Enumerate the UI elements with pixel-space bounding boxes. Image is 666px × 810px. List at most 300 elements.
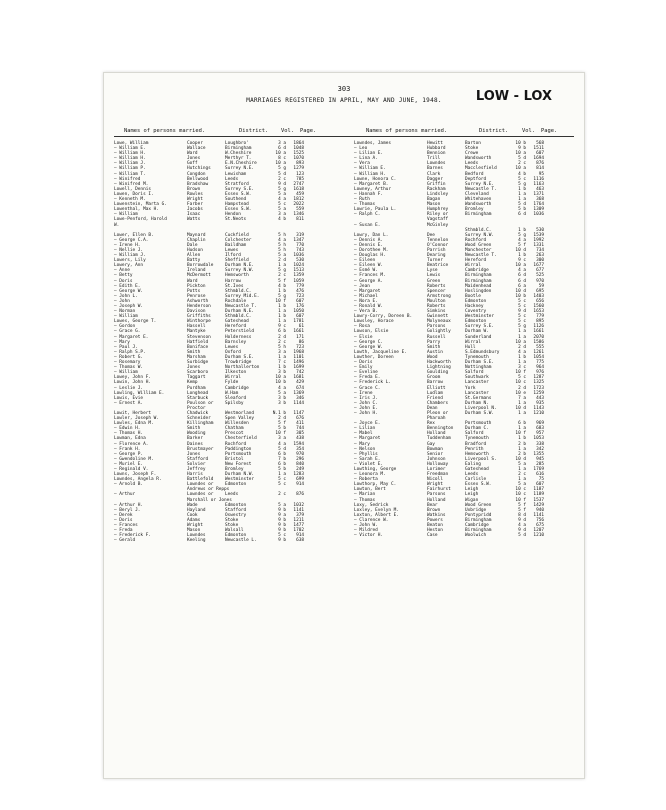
entry-spouse-surname: Dearing (427, 253, 446, 259)
entry-name: — Lina A. (354, 156, 378, 162)
entry-page: 2022 (293, 202, 304, 208)
entry-district: Newcastle T. (225, 304, 257, 309)
entry-name: Lowen, Doris I. (114, 191, 154, 197)
left-col-page-header: Page. (300, 128, 317, 134)
entry-district: W.Ham (225, 390, 239, 396)
entry-spouse-surname: Jones (187, 365, 201, 371)
entry-spouse-surname: Holloway (427, 461, 449, 467)
entry-district: Newcastle T. (465, 186, 497, 192)
entry-name: — Michael (354, 293, 378, 299)
entry-name: — Kenneth M. (114, 197, 146, 203)
entry-spouse-surname: Ashworth (187, 298, 209, 304)
entry-volume: 6 d (278, 146, 286, 152)
entry-volume: 1 a (518, 329, 526, 335)
entry-spouse-surname: Dean (427, 405, 438, 411)
entry-spouse-surname: Senior (427, 451, 443, 457)
entry-page: 699 (296, 477, 304, 483)
entry-volume: 5 f (278, 421, 286, 427)
entry-volume: 10 a (275, 375, 286, 381)
entry-district: Newcastle L. (225, 538, 257, 544)
entry-spouse-surname: Harris (187, 472, 203, 478)
entry-volume: 5 d (518, 156, 526, 162)
entry-page: 1347 (293, 237, 304, 243)
entry-name: — Freda E. (354, 375, 381, 381)
entry-spouse-surname: McGinley (427, 222, 449, 228)
entry-district: Bromley (465, 207, 484, 213)
entry-page: 770 (296, 242, 304, 248)
entry-spouse-surname: Parrish (427, 247, 446, 253)
entry-volume: 1 b (278, 365, 286, 371)
entry-spouse-surname: Lowndes or (187, 492, 214, 498)
entry-volume: 1 a (518, 426, 526, 432)
entry-volume: 2 c (278, 492, 286, 498)
entry-district: Southend (225, 197, 247, 203)
entry-page: 814 (536, 166, 544, 172)
entry-volume: 2 c (518, 472, 526, 478)
entry-district: Lewes (225, 247, 239, 253)
entry-district: Bedford (465, 171, 484, 177)
entry-name: — William (114, 314, 138, 320)
entry-volume: 9 d (518, 517, 526, 523)
entry-spouse-surname: Armstrong (427, 293, 451, 299)
entry-volume: 5 a (278, 253, 286, 259)
entry-name: — Victor H. (354, 533, 384, 539)
entry-spouse-surname: Griffiths (187, 314, 211, 320)
entry-district: Durham S.E. (225, 354, 255, 360)
entry-spouse-surname: Heston (427, 528, 443, 534)
entry-volume: 10 c (515, 380, 526, 386)
entry-page: 969 (536, 421, 544, 427)
entry-spouse-surname: Scarboro (187, 370, 209, 376)
entry-district: Essex S.W. (465, 482, 492, 488)
entry-name: — Thomas (354, 497, 376, 503)
entry-name: Lowery, Ann (114, 263, 144, 269)
entry-district: Wirral (225, 375, 241, 381)
entry-name: — John E. (354, 405, 378, 411)
entry-page: 1477 (293, 523, 304, 529)
entry-page: 1618 (293, 186, 304, 192)
entry-volume: 1 a (278, 354, 286, 360)
entry-name: — Joyce E. (354, 421, 381, 427)
entry-volume: 5 a (518, 482, 526, 488)
entry-spouse-surname: Smith (187, 426, 201, 432)
entry-volume: 5 d (278, 446, 286, 452)
entry-spouse-surname: Dee (427, 232, 435, 238)
entry-page: 305 (296, 431, 304, 437)
entry-volume: 9 b (278, 517, 286, 523)
entry-name: — Robert G. (114, 354, 144, 360)
entry-page: 945 (536, 456, 544, 462)
entry-page: 616 (536, 472, 544, 478)
entry-district: Essex S.W. (225, 191, 252, 197)
entry-page: 779 (536, 314, 544, 320)
entry-volume: 10 d (515, 405, 526, 411)
entry-district: Maidenhead (465, 283, 492, 289)
entry-district: Surrey Mid.E. (225, 293, 260, 299)
entry-spouse-surname: Potts (187, 288, 201, 294)
entry-spouse-surname: Tennelon (427, 237, 449, 243)
entry-name: — Ralph S.P. (114, 349, 146, 355)
entry-district: Stoke (225, 517, 239, 523)
entry-page: 1210 (533, 410, 544, 416)
entry-name: — Esmé W. (354, 268, 378, 274)
entry-volume: 2 c (518, 161, 526, 167)
entry-spouse-surname: Fairhurst (427, 487, 451, 493)
entry-page: 1539 (533, 232, 544, 238)
entry-name: — Dennis A. (354, 237, 384, 243)
entry-page: 1537 (533, 497, 544, 503)
entry-district: Westmorland (225, 410, 255, 416)
entry-volume: 9 c (518, 258, 526, 264)
entry-district: Barton (465, 141, 481, 146)
entry-page: 914 (296, 482, 304, 488)
entry-name: Lowell, Dennis (114, 186, 152, 192)
entry-district: Spen Valley (225, 416, 255, 422)
entry-volume: 10 a (515, 339, 526, 345)
entry-name: — Irene (354, 390, 373, 396)
entry-spouse-surname: Proctor (187, 405, 206, 411)
entry-volume: 8 c (278, 156, 286, 162)
entry-spouse-surname: Barker (187, 436, 203, 442)
entry-spouse-surname: Adams (187, 517, 201, 523)
entry-name: — Sarah E. (354, 456, 381, 462)
entry-district: Hemsworth (225, 273, 249, 279)
entry-name: — Leslie J. (114, 385, 144, 391)
entry-district: Rochford (225, 441, 247, 447)
entry-district: Deptford (465, 176, 487, 182)
entry-spouse-surname: Borrowdale (187, 263, 214, 269)
entry-district: Peterstield (225, 329, 255, 335)
entry-page: 346 (296, 395, 304, 401)
entry-page: 1101 (293, 354, 304, 360)
entry-volume: 5 c (518, 176, 526, 182)
entry-volume: 6 b (278, 461, 286, 467)
entry-page: 530 (536, 227, 544, 233)
entry-page: 555 (536, 344, 544, 350)
register-sheet (103, 72, 585, 779)
entry-volume: 4 a (278, 385, 286, 391)
entry-district: Surrey N.W. (225, 268, 255, 274)
entry-name: — William (114, 212, 138, 218)
entry-volume: 9 d (278, 181, 286, 187)
entry-volume: 5 c (278, 533, 286, 539)
entry-page: 1694 (533, 156, 544, 162)
entry-spouse-surname: Ward (187, 278, 198, 284)
entry-name: — Joseph W. (114, 304, 144, 309)
entry-name: — John L. (114, 293, 138, 299)
entry-name: — Derek (114, 512, 133, 518)
entry-volume: N.1 b (272, 410, 286, 416)
entry-name: — Mary (114, 339, 130, 345)
entry-spouse-surname: Roberts (427, 304, 446, 309)
entry-name: — Norman (114, 309, 136, 315)
entry-spouse-surname: Riley or (427, 212, 449, 218)
entry-spouse-surname: Gay (427, 441, 435, 447)
entry-district: Wandsworth (465, 202, 492, 208)
entry-page: 559 (296, 207, 304, 213)
entry-name: — Leo (354, 146, 368, 152)
entry-district: Wandsworth (465, 156, 492, 162)
entry-page: 1992 (533, 237, 544, 243)
entry-spouse-surname: Mason (187, 528, 201, 534)
entry-district: Durham N. (465, 400, 489, 406)
entry-district: Penrith (465, 446, 484, 452)
entry-name: Lowenstein, Marta G. (114, 202, 167, 208)
entry-page: 1187 (533, 487, 544, 493)
entry-spouse-surname: Penrose (187, 293, 206, 299)
entry-spouse-surname: Molyneaux (427, 319, 451, 325)
entry-volume: 10 a (515, 263, 526, 269)
entry-spouse-surname: Stevenson (187, 334, 211, 340)
entry-page: 1513 (293, 268, 304, 274)
entry-name: Lowth, Jacqueline E. (354, 349, 407, 355)
entry-name: Lowne, Honora C. (354, 176, 397, 182)
entry-spouse-surname: Pleon or (427, 410, 449, 416)
entry-volume: 4 a (518, 237, 526, 243)
entry-name: — Leonora M. (354, 472, 386, 478)
entry-volume: 5 c (518, 314, 526, 320)
entry-spouse-surname: Barnes (427, 166, 443, 172)
entry-district: Tynemouth (465, 436, 489, 442)
entry-page: 876 (296, 492, 304, 498)
entry-volume: 10 d (515, 456, 526, 462)
entry-volume: 10 b (515, 293, 526, 299)
entry-district: Edmonton (225, 533, 247, 539)
entry-volume: 5 a (278, 502, 286, 508)
entry-page: 1699 (293, 365, 304, 371)
entry-spouse-surname: Turner (427, 258, 443, 264)
entry-volume: 9 b (278, 523, 286, 529)
entry-spouse-surname: Rex (427, 421, 435, 427)
entry-district: Gateshead (465, 467, 489, 472)
entry-spouse-surname: Purdham (187, 385, 206, 391)
entry-name: — Nora E. (354, 298, 378, 304)
entry-spouse-surname: Surbidge (187, 360, 209, 366)
entry-name: — Mary (354, 441, 370, 447)
entry-volume: 5 d (518, 202, 526, 208)
entry-page: 1781 (293, 319, 304, 325)
entry-district: Oswestry (225, 512, 247, 518)
entry-volume: 5 g (518, 324, 526, 330)
entry-district: Crewe (465, 151, 479, 157)
entry-spouse-surname: Pharoah (427, 416, 446, 422)
entry-name: — William (114, 370, 138, 376)
entry-district: Leigh (465, 487, 479, 493)
entry-page: 1207 (533, 528, 544, 534)
entry-district: Manchester (465, 247, 492, 253)
entry-page: 811 (296, 217, 304, 223)
entry-page: 171 (296, 334, 304, 340)
entry-district: Bristol (225, 456, 244, 462)
entry-spouse-surname: Bagan (427, 197, 441, 203)
entry-district: Cuckfield (225, 232, 249, 238)
entry-district: Leigh (465, 492, 479, 498)
entry-volume: 5 c (518, 319, 526, 325)
entry-page: 1968 (293, 349, 304, 355)
entry-page: 476 (296, 288, 304, 294)
entry-page: 59 (538, 283, 544, 289)
entry-district: Durham S.E. (465, 360, 495, 366)
entry-district: Holderness (225, 334, 252, 340)
entry-volume: 10 b (515, 141, 526, 146)
entry-spouse-surname: Bennion (427, 151, 446, 157)
entry-volume: 1 b (518, 253, 526, 259)
entry-spouse-surname: Jones (187, 451, 201, 457)
entry-page: 530 (296, 258, 304, 264)
entry-page: 1355 (533, 451, 544, 457)
entry-page: 1141 (533, 512, 544, 518)
right-col-names-header: Names of persons married. (366, 128, 448, 134)
entry-district: Hampstead (225, 202, 249, 208)
right-col-district-header: District. (479, 128, 509, 134)
entry-district: Sheffield (225, 258, 249, 264)
entry-volume: 1 b (278, 314, 286, 320)
entry-page: 438 (296, 436, 304, 442)
entry-name: — Ralph C. (354, 212, 381, 218)
entry-spouse-surname: Bennington (427, 426, 454, 432)
entry-spouse-surname: Pickton (187, 283, 206, 289)
entry-name: Lowes, George T. (114, 319, 157, 325)
entry-page: 123 (296, 171, 304, 177)
entry-page: 1677 (533, 263, 544, 269)
entry-name: — Arnold B. (114, 482, 144, 488)
entry-name: — Gwendoline M. (114, 456, 154, 462)
entry-district: Edmonton (465, 319, 487, 325)
entry-volume: 10 f (515, 431, 526, 437)
entry-district: Chatham (225, 426, 244, 432)
entry-spouse-surname: Trill (427, 156, 441, 162)
entry-page: 1359 (293, 273, 304, 279)
entry-spouse-surname: McDermott (187, 273, 211, 279)
entry-page: 970 (296, 451, 304, 457)
entry-volume: 10 f (515, 497, 526, 503)
entry-page: 2747 (293, 181, 304, 187)
entry-name: — Vera B. (354, 309, 378, 315)
entry-district: Southwark (465, 375, 489, 381)
entry-page: 1126 (533, 324, 544, 330)
entry-name: — Violet E. (354, 461, 384, 467)
entry-name: — William E. (354, 166, 386, 172)
entry-district: Portsmouth (225, 451, 252, 457)
header-rule (114, 136, 574, 137)
entry-volume: 2 b (518, 441, 526, 447)
entry-page: 95 (538, 171, 544, 177)
entry-name: — Doris (114, 517, 133, 523)
entry-volume: 5 g (278, 186, 286, 192)
entry-page: 1053 (533, 436, 544, 442)
entry-spouse-surname: Keeling (187, 538, 206, 544)
entry-district: Leeds (465, 472, 479, 478)
entry-district: Westminster (465, 314, 495, 320)
entry-volume: 2 b (518, 451, 526, 457)
entry-spouse-surname: Tuddenham (427, 436, 451, 442)
entry-name: Lowton, Bert (354, 487, 386, 493)
entry-page: 1024 (293, 263, 304, 269)
entry-name: — Frederick F. (114, 533, 152, 539)
entry-volume: 10 a (275, 151, 286, 157)
entry-volume: 9 d (518, 309, 526, 315)
entry-district: Durham S.W. (465, 410, 495, 416)
entry-name: Lowenthal, Max H. (114, 207, 159, 213)
entry-volume: 5 g (278, 166, 286, 172)
entry-district: Wood Green (465, 502, 492, 508)
entry-district: Stratford (225, 181, 249, 187)
entry-page: 1259 (533, 390, 544, 396)
entry-spouse-surname: Groom (427, 375, 441, 381)
register-entry-row (354, 533, 544, 538)
entry-spouse-surname: Chadwick (187, 410, 209, 416)
entry-page: 779 (296, 283, 304, 289)
entry-page: 411 (296, 421, 304, 427)
entry-volume: 10 a (515, 151, 526, 157)
entry-spouse-surname: Smith (187, 349, 201, 355)
entry-volume: 9 c (278, 324, 286, 330)
entry-spouse-surname: Wright (187, 523, 203, 529)
entry-volume: 7 c (278, 360, 286, 366)
entry-name: — Beryl J. (114, 507, 141, 513)
entry-district: Baildham (225, 242, 247, 248)
entry-spouse-surname: Hutchings (187, 166, 211, 172)
entry-page: 1586 (533, 339, 544, 345)
entry-name: Lowthorp, May C. (354, 482, 397, 488)
entry-district: Oxford (225, 349, 241, 355)
entry-volume: 1 a (518, 467, 526, 472)
entry-district: Surrey N.E. (225, 166, 255, 172)
entry-district: Sunderland (465, 334, 492, 340)
entry-name: Lowman, Edna (114, 436, 146, 442)
entry-page: 876 (536, 161, 544, 167)
entry-page: 1032 (293, 502, 304, 508)
entry-name: Lowrie, Paula L. (354, 207, 397, 213)
entry-name: Lowler, Joseph W. (114, 416, 159, 422)
entry-page: 1661 (293, 329, 304, 335)
entry-spouse-surname: Johnson (427, 456, 446, 462)
entry-district: Durham N.E. (225, 309, 255, 315)
entry-district: Salford (465, 370, 484, 376)
entry-volume: 10 c (515, 492, 526, 498)
entry-page: 354 (296, 446, 304, 452)
entry-page: 1163 (533, 181, 544, 187)
entry-spouse-surname: Hatfield (187, 339, 209, 345)
entry-district: Lewes (225, 344, 239, 350)
entry-spouse-surname: Lorimer (427, 467, 446, 472)
entry-district: Rochford (465, 237, 487, 243)
entry-page: 607 (296, 314, 304, 320)
entry-district: Fylde (225, 380, 239, 386)
entry-district: Wood Green (465, 242, 492, 248)
entry-spouse-surname: Boniface (187, 344, 209, 350)
entry-spouse-surname: Watkins (427, 512, 446, 518)
entry-volume: 5 g (278, 268, 286, 274)
entry-page: 743 (296, 247, 304, 253)
entry-district: Surrey N.W. (465, 232, 495, 238)
entry-page: 1346 (293, 212, 304, 218)
entry-volume: 1 b (278, 304, 286, 309)
entry-volume: 5 f (518, 507, 526, 513)
entry-spouse-surname: Goulding (427, 370, 449, 376)
entry-spouse-surname: Maynard (187, 232, 206, 238)
entry-volume: 4 a (518, 349, 526, 355)
entry-district: Colchester (225, 237, 252, 243)
entry-district: Uxbridge (465, 507, 487, 513)
entry-name: — John (114, 298, 130, 304)
entry-page: 1764 (533, 202, 544, 208)
entry-page: 607 (536, 482, 544, 488)
entry-volume: 5 c (518, 304, 526, 309)
entry-district: Durham N.W. (225, 472, 255, 478)
entry-spouse-surname: Clark (427, 171, 441, 177)
entry-page: 1144 (293, 400, 304, 406)
